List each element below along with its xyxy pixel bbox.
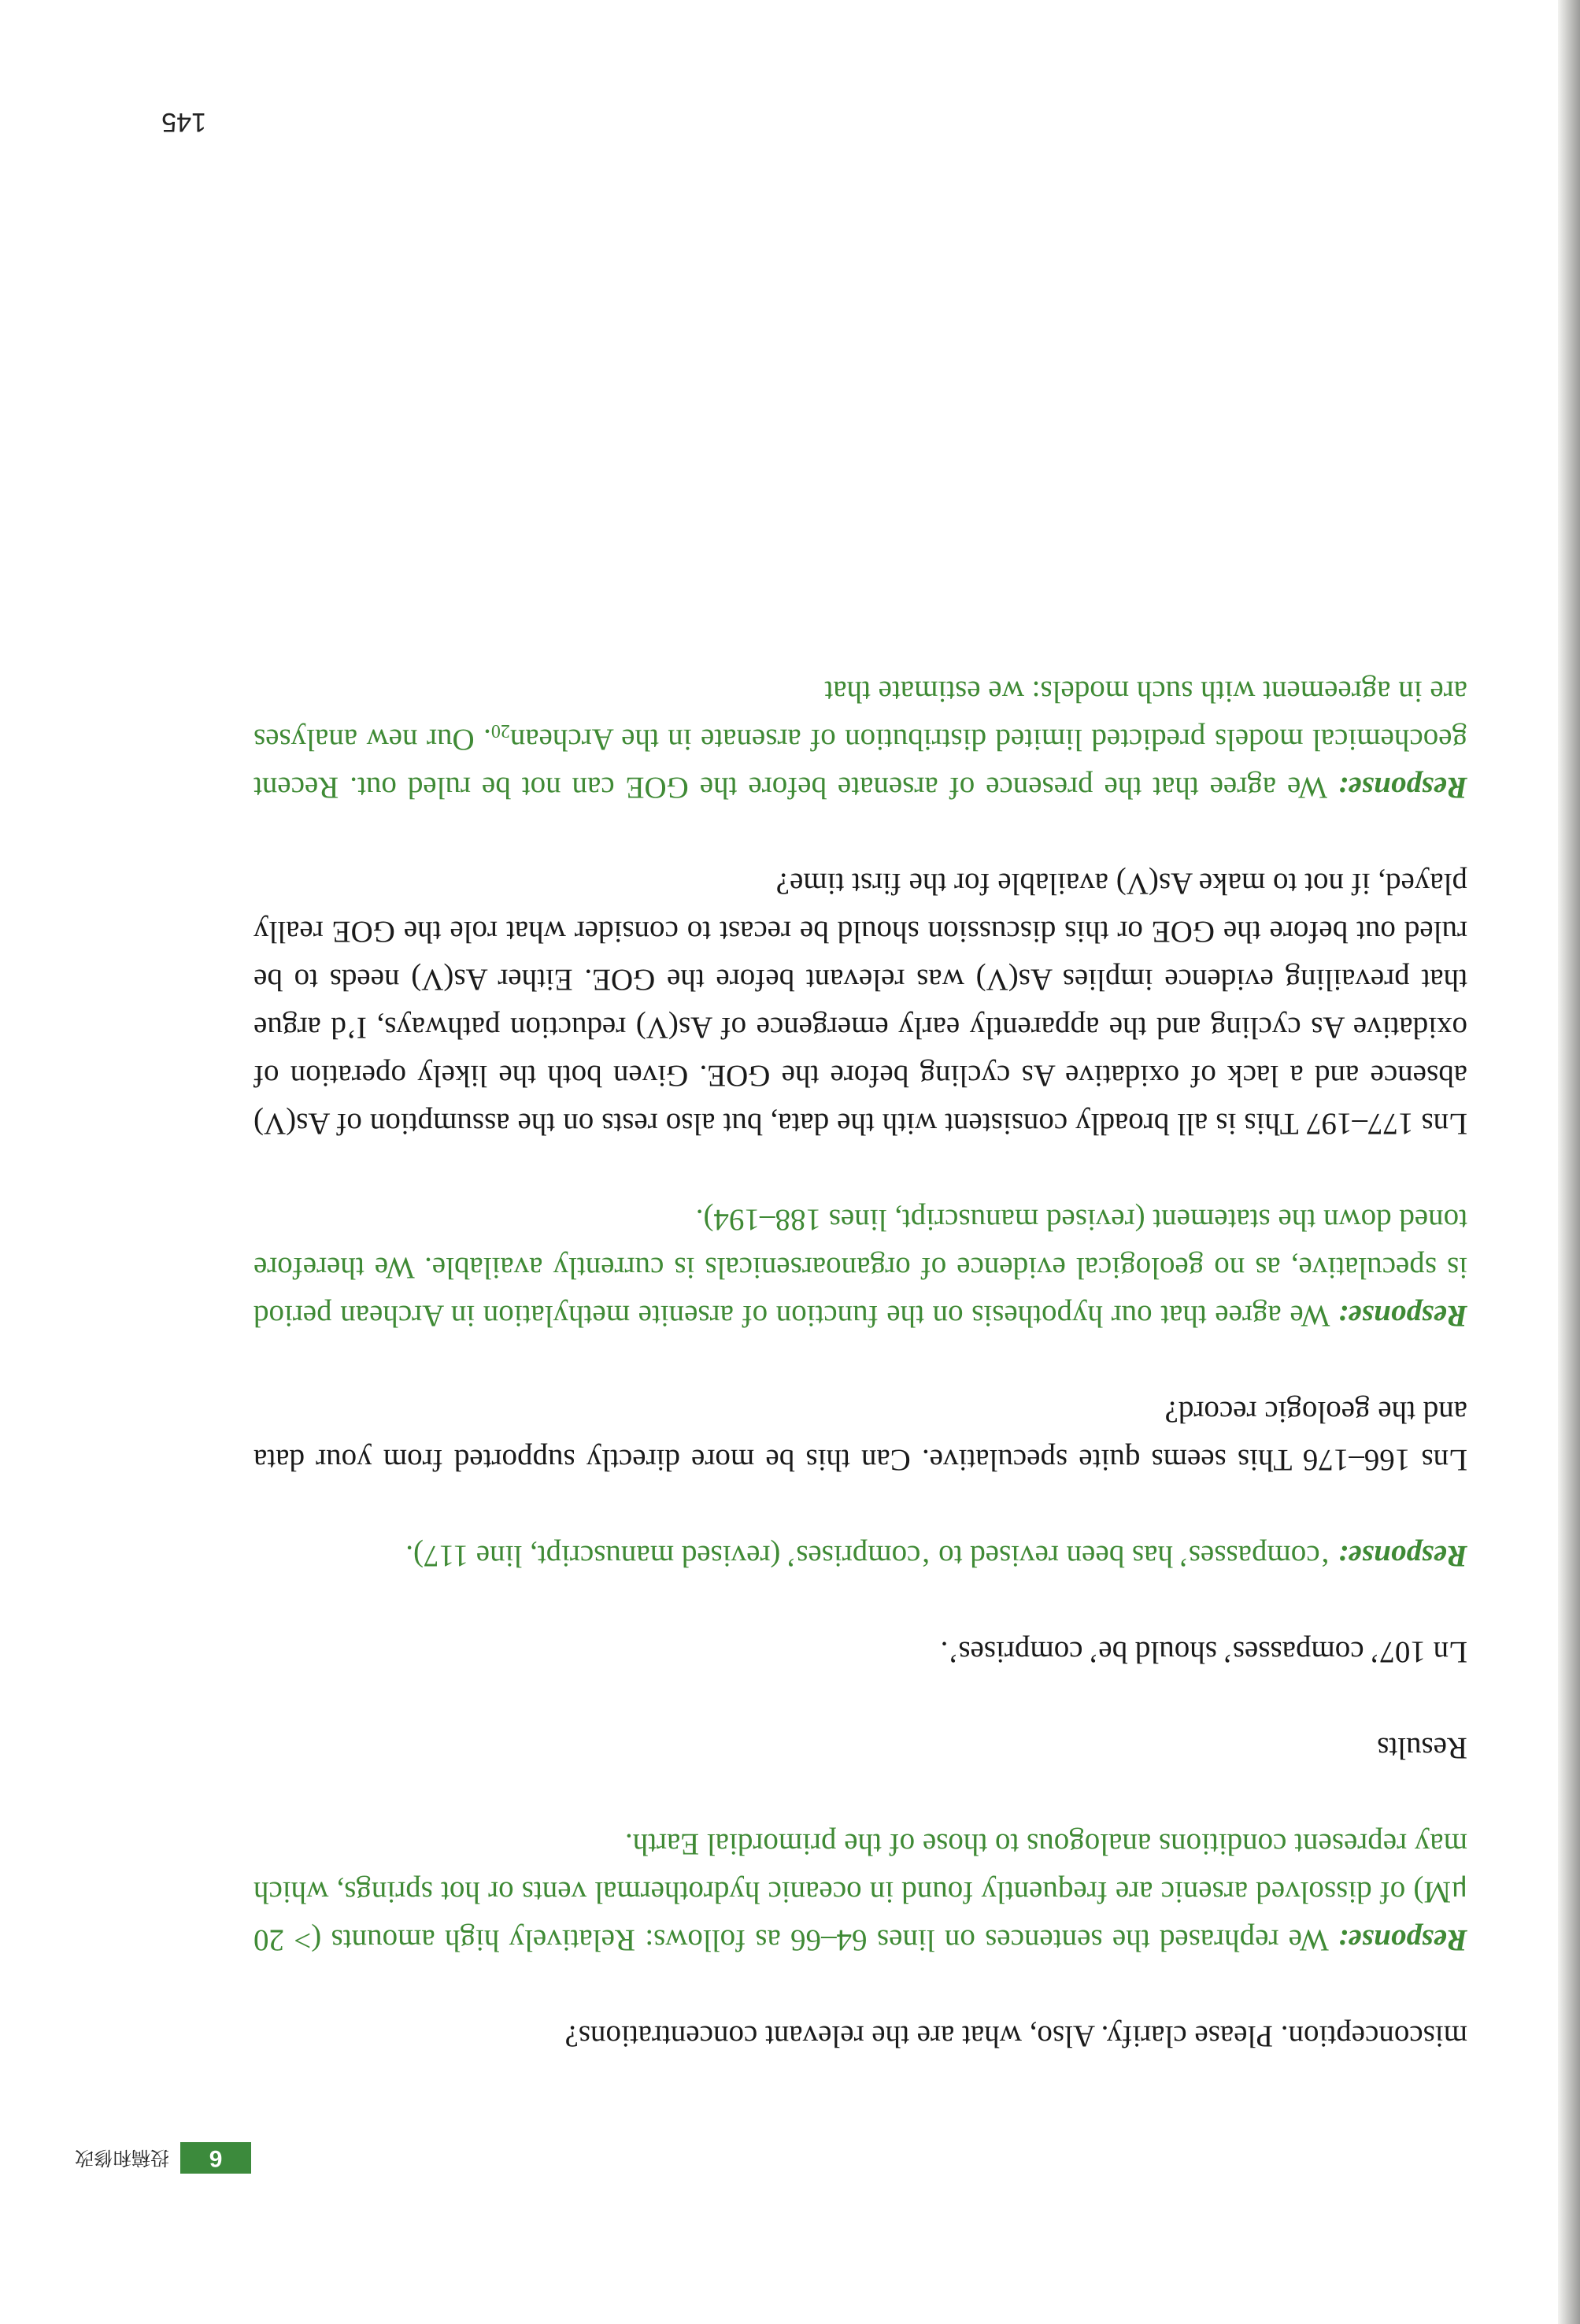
reviewer-comment: misconception. Please clarify. Also, what are the relevant concentrations? (564, 2019, 1467, 2053)
book-gutter-shadow (1558, 0, 1580, 2324)
section-heading-results: Results (1377, 1731, 1467, 1765)
reviewer-comment: Ln 107’ compasses’ should be’ comprises’. (940, 1635, 1467, 1669)
chapter-header (62, 2142, 251, 2174)
chapter-number-badge: 6 (180, 2142, 251, 2174)
author-response: Response: We rephrased the sentences on lines 64–66 as follows: Relatively high amounts (> 20 μM) of dissolved arsenic are frequently found in oceanic hydrothermal vents or hot springs, which may represent conditions analogous to those of the primordial Earth. (253, 1827, 1467, 1957)
author-response: Response: We agree that our hypothesis on the function of arsenite methylation in Archean period is speculative, as no geological evidence of organoarsenicals is currently available. We therefore toned down the statement (revised manuscript, lines 188–194). (253, 1203, 1467, 1333)
response-label: Response: (1338, 771, 1467, 805)
response-label: Response: (1338, 1923, 1467, 1957)
page-number: 145 (161, 107, 206, 137)
reference-number: 20 (490, 720, 510, 741)
response-label: Response: (1338, 1299, 1467, 1333)
response-label: Response: (1338, 1539, 1467, 1573)
chapter-title: 投稿和修改 (75, 2147, 169, 2169)
author-response: Response: We agree that the presence of arsenate before the GOE can not be ruled out. Recent geochemical models predicted limited distribution of arsenate in the Archean$_{20}$. Our new analyses are in agreement with such models: we estimate that (253, 675, 1467, 805)
body-text (253, 668, 1467, 2060)
reviewer-comment: Lns 166–176 This seems quite speculative. Can this be more directly supported from your data and the geologic record? (253, 1395, 1467, 1477)
reviewer-comment: Lns 177–197 This is all broadly consistent with the data, but also rests on the assumption of As(V) absence and a lack of oxidative As cycling before the GOE. Given both the likely operation of oxidative As cycling and the apparently early emergence of As(V) reduction pathways, I’d argue that prevailing evidence implies As(V) was relevant before the GOE. Either As(V) needs to be ruled out before the GOE or this discussion should be recast to consider what role the GOE really played, if not to make As(V) available for the first time? (253, 867, 1467, 1141)
author-response: Response: ‘compasses’ has been revised to ‘comprises’ (revised manuscript, line 117). (405, 1539, 1467, 1573)
